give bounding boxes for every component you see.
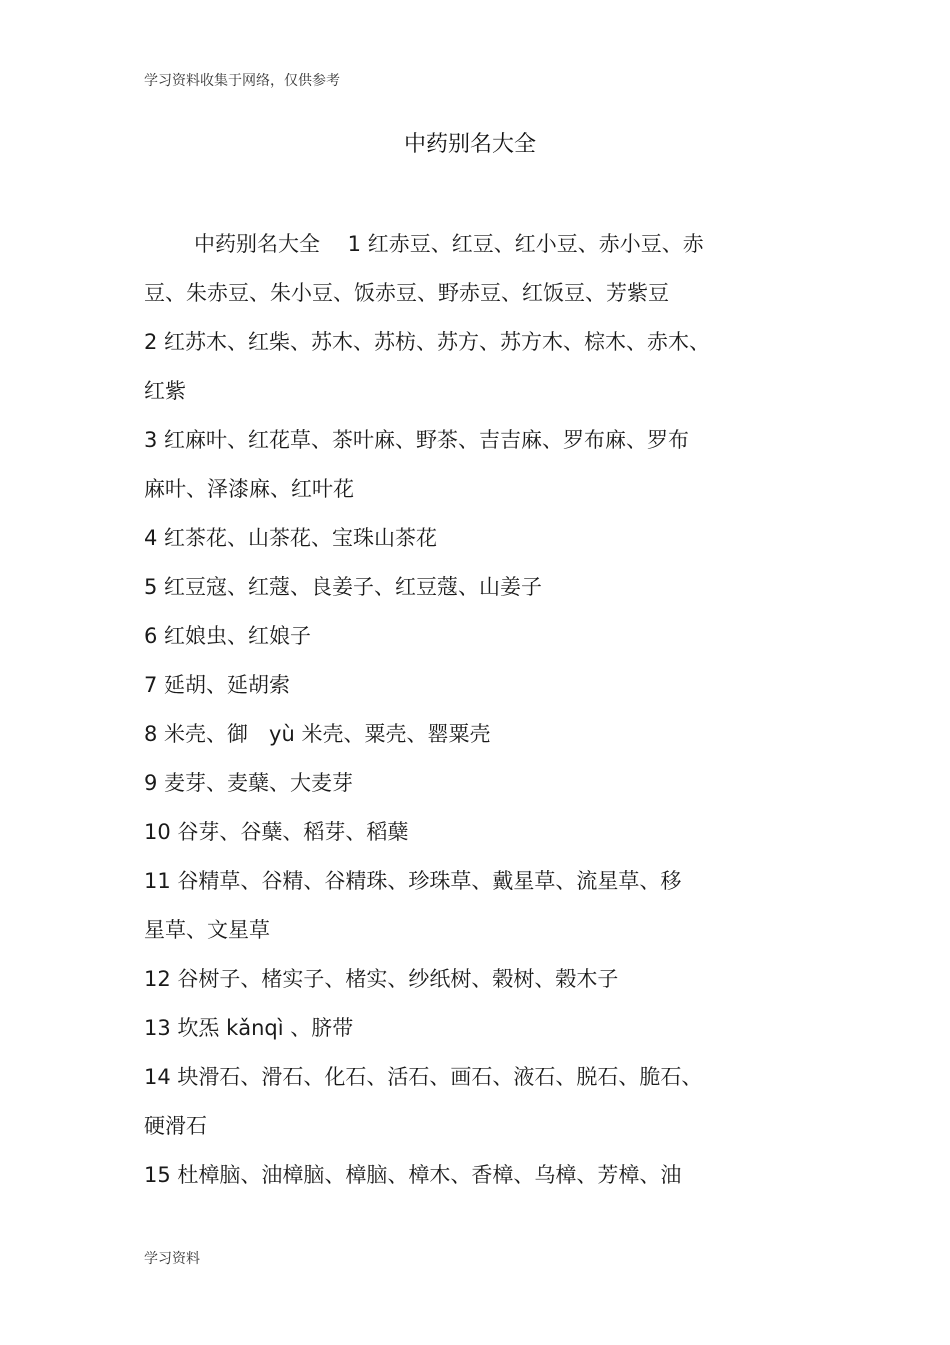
text-line: 15 杜樟脑、油樟脑、樟脑、樟木、香樟、乌樟、芳樟、油: [144, 1163, 682, 1187]
text-line: 中药别名大全 1 红赤豆、红豆、红小豆、赤小豆、赤: [194, 232, 704, 256]
text-line: 9 麦芽、麦蘖、大麦芽: [144, 771, 354, 795]
text-line: 8 米壳、御 yù 米壳、粟壳、罂粟壳: [144, 722, 491, 746]
page-footer: 学习资料: [144, 1251, 200, 1267]
document-title: 中药别名大全: [403, 132, 536, 157]
text-line: 麻叶、泽漆麻、红叶花: [144, 477, 354, 501]
text-line: 14 块滑石、滑石、化石、活石、画石、液石、脱石、脆石、: [144, 1065, 703, 1089]
text-line: 4 红茶花、山茶花、宝珠山茶花: [144, 526, 438, 550]
text-line: 星草、文星草: [144, 918, 270, 942]
text-line: 5 红豆寇、红蔻、良姜子、红豆蔻、山姜子: [144, 575, 543, 599]
text-line: 7 延胡、延胡索: [144, 673, 291, 697]
text-line: 10 谷芽、谷蘖、稻芽、稻蘖: [144, 820, 409, 844]
text-line: 12 谷树子、楮实子、楮实、纱纸树、榖树、榖木子: [144, 967, 619, 991]
text-line: 红紫: [144, 379, 186, 403]
document-body: [144, 226, 764, 1206]
text-line: 6 红娘虫、红娘子: [144, 624, 312, 648]
page-header: 学习资料收集于网络，仅供参考: [144, 73, 340, 89]
text-line: 13 坎炁 kǎnqì 、脐带: [144, 1016, 354, 1040]
text-line: 2 红苏木、红柴、苏木、苏枋、苏方、苏方木、棕木、赤木、: [144, 330, 711, 354]
text-line: 11 谷精草、谷精、谷精珠、珍珠草、戴星草、流星草、移: [144, 869, 682, 893]
text-line: 豆、朱赤豆、朱小豆、饭赤豆、野赤豆、红饭豆、芳紫豆: [144, 281, 669, 305]
text-line: 3 红麻叶、红花草、茶叶麻、野茶、吉吉麻、罗布麻、罗布: [144, 428, 690, 452]
text-line: 硬滑石: [144, 1114, 207, 1138]
